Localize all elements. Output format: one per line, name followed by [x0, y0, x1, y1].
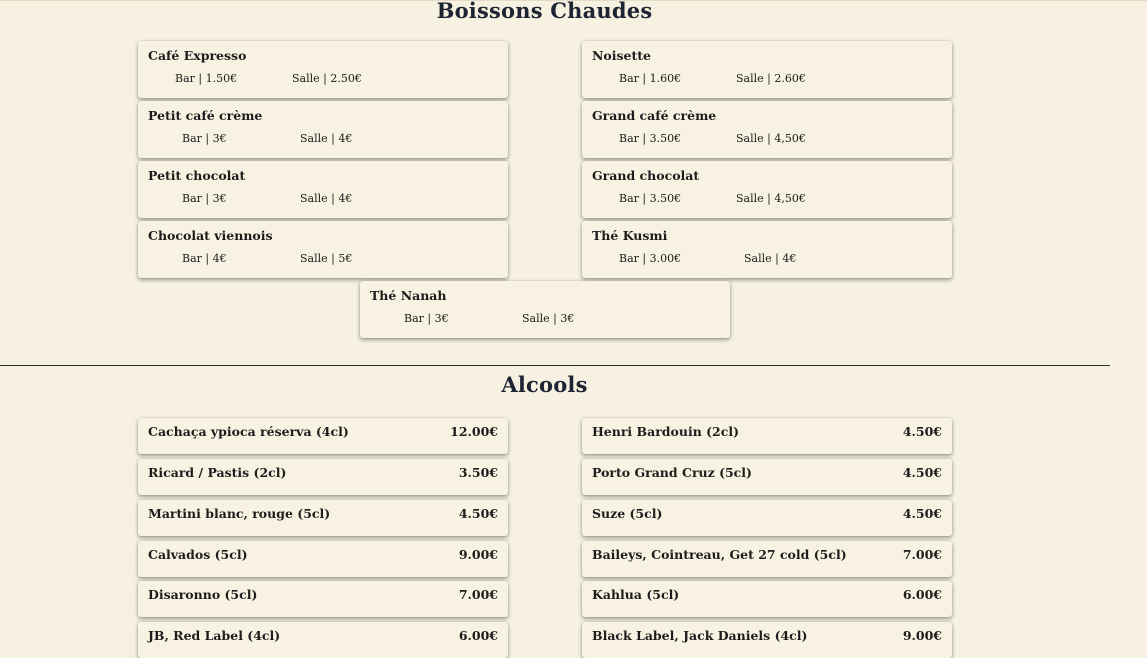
item-name: Petit chocolat — [148, 168, 246, 183]
item-name: Petit café crème — [148, 108, 263, 123]
item-name: Henri Bardouin (2cl) — [592, 424, 740, 439]
menu-item-card — [582, 101, 952, 158]
menu-item-card — [138, 459, 508, 495]
menu-item-card — [582, 221, 952, 278]
item-price: 4.50€ — [902, 424, 942, 439]
menu-item-card — [582, 622, 952, 658]
item-price: 7.00€ — [458, 587, 498, 602]
bar-price: Bar | 3.50€ — [619, 192, 682, 205]
section-divider — [0, 365, 1110, 366]
menu-item-card — [582, 459, 952, 495]
item-price: 9.00€ — [902, 628, 942, 643]
menu-item-card — [138, 581, 508, 617]
item-name: Grand café crème — [592, 108, 717, 123]
salle-price: Salle | 5€ — [300, 252, 353, 265]
bar-price: Bar | 1.60€ — [619, 72, 682, 85]
item-price: 6.00€ — [902, 587, 942, 602]
item-name: Suze (5cl) — [592, 506, 663, 521]
bar-price: Bar | 3.00€ — [619, 252, 682, 265]
bar-price: Bar | 4€ — [182, 252, 227, 265]
menu-item-card — [138, 418, 508, 454]
item-name: Disaronno (5cl) — [148, 587, 258, 602]
menu-item-card — [582, 581, 952, 617]
item-price: 6.00€ — [458, 628, 498, 643]
menu-item-card — [582, 418, 952, 454]
hot-drinks-title: Boissons Chaudes — [436, 0, 653, 23]
menu-item-card — [582, 161, 952, 218]
item-name: JB, Red Label (4cl) — [148, 628, 281, 643]
salle-price: Salle | 4€ — [300, 192, 353, 205]
menu-item-card — [138, 622, 508, 658]
item-price: 4.50€ — [902, 465, 942, 480]
item-price: 4.50€ — [902, 506, 942, 521]
item-price: 9.00€ — [458, 547, 498, 562]
item-name: Kahlua (5cl) — [592, 587, 680, 602]
item-price: 12.00€ — [450, 424, 498, 439]
bar-price: Bar | 1.50€ — [175, 72, 238, 85]
menu-item-card — [582, 41, 952, 98]
item-name: Grand chocolat — [592, 168, 700, 183]
item-name: Baileys, Cointreau, Get 27 cold (5cl) — [592, 547, 847, 562]
salle-price: Salle | 3€ — [522, 312, 575, 325]
bar-price: Bar | 3€ — [182, 132, 227, 145]
salle-price: Salle | 4,50€ — [736, 132, 806, 145]
menu-item-card — [138, 161, 508, 218]
item-price: 4.50€ — [458, 506, 498, 521]
item-name: Thé Kusmi — [592, 228, 668, 243]
item-name: Chocolat viennois — [148, 228, 273, 243]
item-name: Black Label, Jack Daniels (4cl) — [592, 628, 808, 643]
menu-item-card — [138, 41, 508, 98]
menu-item-card — [138, 221, 508, 278]
item-name: Ricard / Pastis (2cl) — [148, 465, 287, 480]
item-name: Cachaça ypioca réserva (4cl) — [148, 424, 349, 439]
salle-price: Salle | 4€ — [744, 252, 797, 265]
salle-price: Salle | 4,50€ — [736, 192, 806, 205]
item-name: Café Expresso — [148, 48, 247, 63]
item-price: 3.50€ — [458, 465, 498, 480]
menu-item-card — [138, 541, 508, 577]
alcohols-title: Alcools — [501, 372, 588, 397]
menu-item-card — [138, 500, 508, 536]
bar-price: Bar | 3€ — [404, 312, 449, 325]
item-name: Noisette — [592, 48, 652, 63]
salle-price: Salle | 4€ — [300, 132, 353, 145]
item-name: Martini blanc, rouge (5cl) — [148, 506, 331, 521]
menu-item-card — [138, 101, 508, 158]
salle-price: Salle | 2.50€ — [292, 72, 362, 85]
item-name: Calvados (5cl) — [148, 547, 248, 562]
salle-price: Salle | 2.60€ — [736, 72, 806, 85]
menu-item-card — [582, 541, 952, 577]
bar-price: Bar | 3.50€ — [619, 132, 682, 145]
bar-price: Bar | 3€ — [182, 192, 227, 205]
item-price: 7.00€ — [902, 547, 942, 562]
menu-item-card — [582, 500, 952, 536]
menu-item-card — [360, 281, 730, 338]
item-name: Porto Grand Cruz (5cl) — [592, 465, 752, 480]
item-name: Thé Nanah — [370, 288, 447, 303]
